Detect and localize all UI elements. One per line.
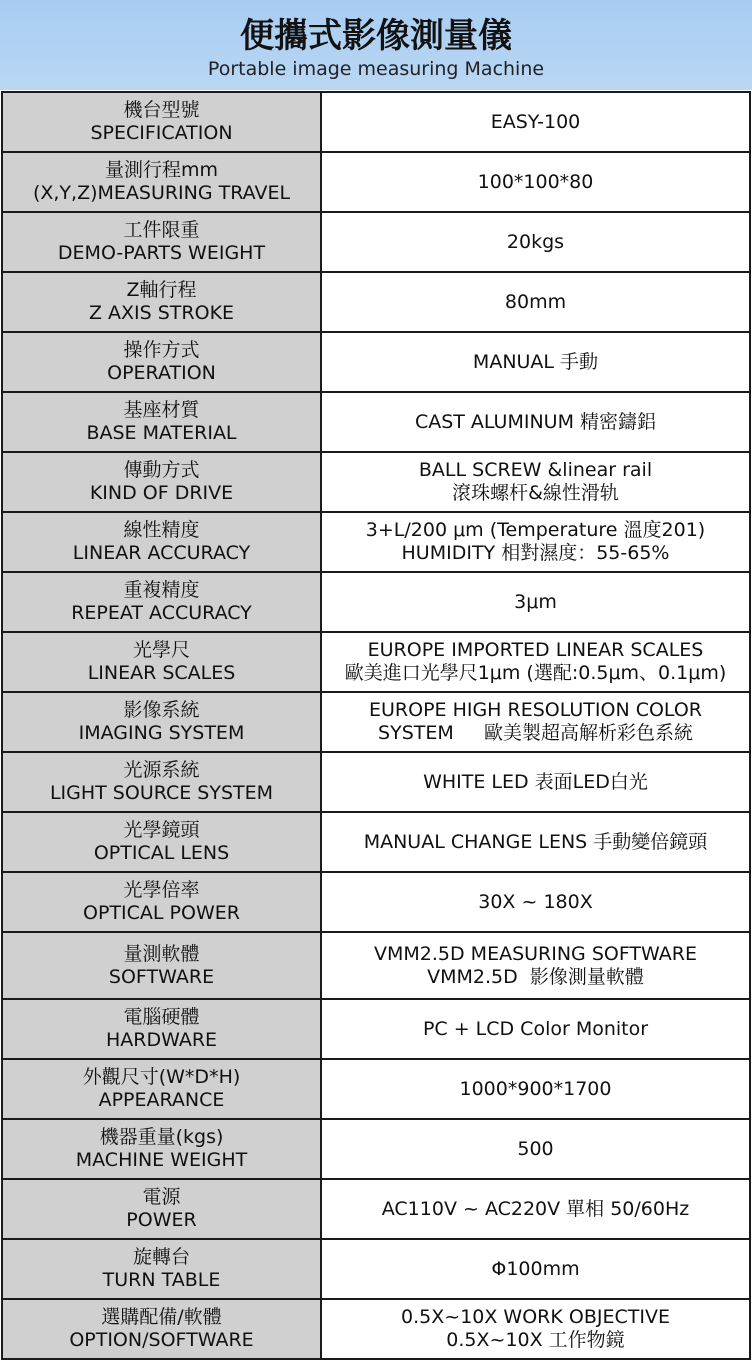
spec-label-cell: [2, 392, 321, 452]
spec-value-line: VMM2.5D MEASURING SOFTWARE: [374, 942, 697, 965]
spec-value-line: 20kgs: [506, 230, 565, 253]
spec-value-cell: [321, 999, 750, 1059]
spec-label-cell: [2, 212, 321, 272]
spec-value-line: 100*100*80: [477, 170, 594, 193]
table-row: [2, 872, 750, 932]
spec-value-cell: [321, 92, 750, 152]
spec-value-cell: [321, 692, 750, 752]
spec-value-line: 0.5X~10X WORK OBJECTIVE: [401, 1306, 670, 1328]
page-subtitle: Portable image measuring Machine: [207, 58, 545, 80]
spec-value-line: EUROPE HIGH RESOLUTION COLOR: [369, 699, 702, 721]
spec-value-cell: [321, 212, 750, 272]
spec-label-en: OPTICAL POWER: [83, 902, 240, 924]
spec-label-cn: 電腦硬體: [123, 1006, 200, 1028]
spec-label-en: OPERATION: [107, 362, 216, 384]
spec-label-cell: [2, 872, 321, 932]
table-row: [2, 1179, 750, 1239]
spec-label-cell: [2, 752, 321, 812]
spec-value-line: 500: [517, 1137, 554, 1160]
table-row: [2, 692, 750, 752]
spec-value-line: WHITE LED 表面LED白光: [423, 770, 648, 793]
spec-value-line: AC110V ~ AC220V 單相 50/60Hz: [381, 1197, 690, 1220]
spec-value-line: HUMIDITY 相對濕度：55-65%: [401, 542, 670, 564]
table-row: [2, 812, 750, 872]
spec-label-en: IMAGING SYSTEM: [78, 722, 245, 744]
spec-label-en: KIND OF DRIVE: [89, 482, 234, 504]
spec-label-cell: [2, 272, 321, 332]
spec-value-line: VMM2.5D 影像測量軟體: [427, 965, 644, 988]
spec-value-cell: [321, 512, 750, 572]
spec-label-en: APPEARANCE: [98, 1089, 225, 1111]
table-row: [2, 152, 750, 212]
table-row: [2, 512, 750, 572]
spec-label-en: SOFTWARE: [108, 965, 215, 988]
spec-value-cell: [321, 152, 750, 212]
spec-label-cn: 基座材質: [123, 399, 200, 421]
spec-value-cell: [321, 392, 750, 452]
spec-label-en: DEMO-PARTS WEIGHT: [57, 242, 266, 264]
spec-label-cell: [2, 1119, 321, 1179]
spec-value-cell: [321, 752, 750, 812]
spec-value-cell: [321, 932, 750, 999]
spec-value-cell: [321, 1119, 750, 1179]
spec-label-cn: 外觀尺寸(W*D*H): [82, 1066, 241, 1088]
spec-label-cell: [2, 1059, 321, 1119]
spec-label-en: TURN TABLE: [102, 1269, 221, 1291]
table-row: [2, 1299, 750, 1359]
spec-label-cn: 電源: [142, 1186, 181, 1208]
spec-label-cn: 量測軟體: [123, 942, 200, 965]
spec-label-cn: 操作方式: [123, 339, 200, 361]
spec-value-line: 0.5X~10X 工作物鏡: [446, 1329, 625, 1351]
table-row: [2, 1239, 750, 1299]
spec-label-cn: 重複精度: [123, 579, 200, 601]
spec-value-line: 80mm: [504, 290, 567, 313]
spec-value-line: MANUAL 手動: [472, 350, 599, 373]
spec-label-cell: [2, 692, 321, 752]
spec-label-cn: 線性精度: [123, 519, 200, 541]
spec-value-cell: [321, 812, 750, 872]
spec-label-cn: 工件限重: [123, 219, 200, 241]
spec-label-cell: [2, 812, 321, 872]
spec-value-line: PC + LCD Color Monitor: [422, 1017, 649, 1040]
spec-label-cn: 光學鏡頭: [123, 819, 200, 841]
spec-label-en: HARDWARE: [105, 1029, 218, 1051]
table-row: [2, 452, 750, 512]
spec-label-cn: Z軸行程: [126, 279, 197, 301]
spec-value-line: Φ100mm: [491, 1257, 580, 1280]
spec-label-cn: 旋轉台: [132, 1246, 190, 1268]
spec-value-line: EUROPE IMPORTED LINEAR SCALES: [367, 639, 704, 661]
spec-value-cell: [321, 1299, 750, 1359]
table-row: [2, 932, 750, 999]
spec-label-cn: 機台型號: [123, 99, 200, 121]
spec-label-cn: 光學尺: [132, 639, 190, 661]
table-row: [2, 572, 750, 632]
spec-label-en: OPTICAL LENS: [93, 842, 230, 864]
spec-label-en: OPTION/SOFTWARE: [69, 1329, 254, 1351]
spec-label-cn: 選購配備/軟體: [101, 1306, 222, 1328]
spec-label-cell: [2, 92, 321, 152]
spec-label-cell: [2, 1239, 321, 1299]
spec-value-line: 歐美進口光學尺1μm (選配:0.5μm、0.1μm): [344, 662, 727, 684]
spec-label-cn: 光學倍率: [123, 879, 200, 901]
table-row: [2, 212, 750, 272]
spec-value-line: 30X ~ 180X: [478, 890, 593, 913]
spec-value-cell: [321, 632, 750, 692]
spec-value-cell: [321, 272, 750, 332]
spec-label-cell: [2, 572, 321, 632]
table-row: [2, 999, 750, 1059]
spec-label-cell: [2, 1179, 321, 1239]
table-row: [2, 332, 750, 392]
page-title: 便攜式影像測量儀: [240, 16, 512, 56]
spec-label-en: LINEAR SCALES: [87, 662, 236, 684]
spec-value-line: MANUAL CHANGE LENS 手動變倍鏡頭: [363, 830, 708, 853]
spec-label-cell: [2, 452, 321, 512]
spec-label-cn: 機器重量(kgs): [99, 1126, 224, 1148]
spec-value-cell: [321, 1179, 750, 1239]
spec-value-line: 滾珠螺杆&線性滑轨: [452, 482, 619, 504]
spec-value-line: SYSTEM 歐美製超高解析彩色系統: [378, 722, 693, 744]
spec-value-line: BALL SCREW &linear rail: [418, 459, 653, 481]
spec-value-line: 3+L/200 μm (Temperature 溫度201): [365, 519, 706, 541]
table-row: [2, 1059, 750, 1119]
table-row: [2, 92, 750, 152]
spec-label-cell: [2, 152, 321, 212]
spec-label-cell: [2, 332, 321, 392]
spec-value-line: 1000*900*1700: [459, 1077, 612, 1100]
spec-table: [1, 91, 751, 1360]
spec-value-cell: [321, 1239, 750, 1299]
spec-value-cell: [321, 1059, 750, 1119]
spec-value-cell: [321, 572, 750, 632]
table-row: [2, 1119, 750, 1179]
spec-label-en: (X,Y,Z)MEASURING TRAVEL: [32, 182, 291, 204]
spec-label-en: SPECIFICATION: [90, 122, 233, 144]
table-row: [2, 632, 750, 692]
spec-label-en: REPEAT ACCURACY: [71, 602, 252, 624]
spec-label-en: BASE MATERIAL: [86, 422, 237, 444]
spec-value-cell: [321, 872, 750, 932]
spec-label-cell: [2, 1299, 321, 1359]
spec-value-cell: [321, 452, 750, 512]
spec-value-line: EASY-100: [490, 110, 581, 133]
spec-value-line: CAST ALUMINUM 精密鑄鋁: [414, 410, 657, 433]
spec-label-cell: [2, 932, 321, 999]
spec-label-cn: 影像系統: [123, 699, 200, 721]
table-row: [2, 272, 750, 332]
header-banner: [0, 0, 752, 90]
spec-value-line: 3μm: [514, 590, 557, 613]
spec-value-cell: [321, 332, 750, 392]
spec-table-body: [2, 92, 750, 1359]
spec-label-cell: [2, 632, 321, 692]
spec-label-cell: [2, 999, 321, 1059]
table-row: [2, 752, 750, 812]
spec-label-en: LIGHT SOURCE SYSTEM: [49, 782, 274, 804]
spec-label-en: MACHINE WEIGHT: [75, 1149, 248, 1171]
spec-label-cn: 量測行程mm: [104, 159, 219, 181]
spec-label-cn: 光源系統: [123, 759, 200, 781]
spec-label-en: Z AXIS STROKE: [88, 302, 235, 324]
spec-label-cell: [2, 512, 321, 572]
spec-label-en: LINEAR ACCURACY: [72, 542, 251, 564]
table-row: [2, 392, 750, 452]
spec-label-en: POWER: [126, 1209, 197, 1231]
spec-label-cn: 傳動方式: [123, 459, 200, 481]
